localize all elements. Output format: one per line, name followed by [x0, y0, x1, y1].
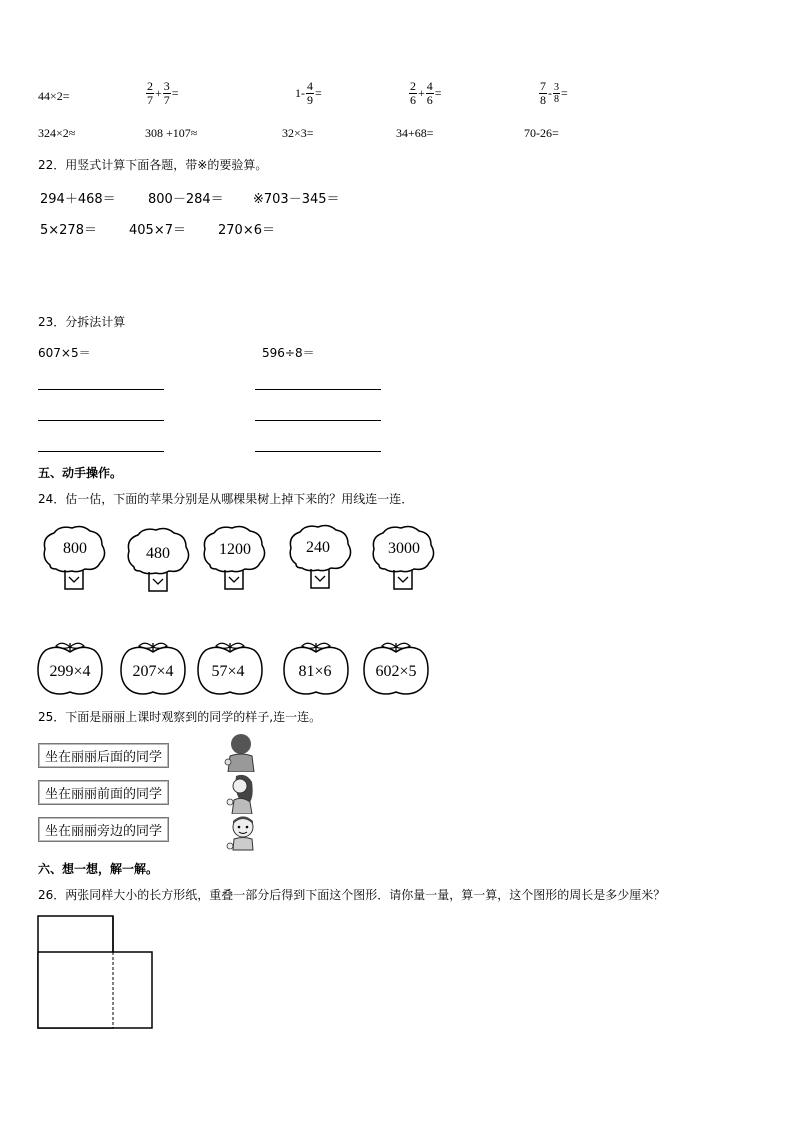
fraction-numerator: 3: [554, 82, 559, 93]
fraction-numerator: 4: [307, 79, 313, 93]
answer-line: [38, 389, 164, 390]
apple-icon: [196, 640, 264, 696]
q22-expr-1: 294＋468＝: [40, 192, 116, 207]
fraction-denominator: 6: [426, 93, 433, 107]
fraction-denominator: 7: [163, 93, 170, 107]
fraction-numerator: 2: [410, 79, 416, 93]
expr-fraction-sum-1: [145, 80, 179, 107]
tree-icon: [200, 525, 270, 591]
tree-value: 3000: [388, 540, 420, 557]
expr-row2-5: 70-26=: [524, 126, 559, 140]
apple-expression: 207×4: [132, 663, 174, 680]
fraction-numerator: 7: [540, 79, 546, 93]
q22-title: 22．用竖式计算下面各题，带※的要验算。: [38, 158, 268, 172]
tree-icon: [369, 525, 439, 591]
expr-one-minus-fraction: [295, 80, 322, 107]
q23-title: 23．分拆法计算: [38, 315, 126, 329]
equals-sign: =: [434, 86, 442, 100]
overlapping-rectangles-diagram: [36, 914, 156, 1030]
fraction-denominator: 8: [554, 94, 559, 105]
fraction-numerator: 4: [426, 79, 433, 93]
tree-icon: [286, 524, 356, 590]
q26-title: 26．两张同样大小的长方形纸，重叠一部分后得到下面这个图形．请你量一量，算一算，这个图形的周长是多少厘米？: [38, 888, 666, 902]
expr-row2-1: 324×2≈: [38, 126, 76, 140]
tree-value: 800: [63, 540, 87, 557]
expr-row2-3: 32×3=: [282, 126, 314, 140]
operator: +: [418, 86, 425, 100]
q23-expr-left: 607×5＝: [38, 346, 91, 360]
answer-line: [255, 420, 381, 421]
q22-expr-3: ※703－345＝: [253, 192, 340, 207]
q22-expr-6: 270×6＝: [218, 223, 275, 238]
apple-icon: [282, 640, 350, 696]
tree-value: 240: [306, 539, 330, 556]
operand: 1-: [295, 86, 305, 100]
option-box-behind[interactable]: [38, 743, 169, 768]
apple-expression: 602×5: [375, 663, 417, 680]
option-box-front[interactable]: [38, 780, 169, 805]
equals-sign: =: [561, 86, 568, 100]
tree-icon: [40, 525, 110, 591]
q22-expr-2: 800－284＝: [148, 192, 224, 207]
expr-44x2: 44×2=: [38, 89, 70, 103]
equals-sign: =: [315, 86, 322, 100]
fraction-denominator: 6: [410, 93, 416, 107]
apple-icon: [362, 640, 430, 696]
operator: -: [548, 86, 552, 100]
apple-expression: 299×4: [49, 663, 91, 680]
apple-icon: [36, 640, 104, 696]
section-6-heading: 六、想一想，解一解。: [38, 862, 159, 876]
apple-expression: 57×4: [211, 663, 245, 680]
expr-fraction-diff: [538, 80, 568, 107]
fraction-denominator: 7: [147, 93, 153, 107]
q22-expr-5: 405×7＝: [129, 223, 186, 238]
q24-title: 24．估一估，下面的苹果分别是从哪棵果树上掉下来的？用线连一连．: [38, 492, 414, 506]
tree-value: 1200: [219, 541, 251, 558]
apple-expression: 81×6: [298, 663, 332, 680]
q23-expr-right: 596÷8＝: [262, 346, 315, 360]
equals-sign: =: [171, 86, 179, 100]
q25-title: 25．下面是丽丽上课时观察到的同学的样子,连一连。: [38, 710, 322, 724]
fraction-denominator: 8: [540, 93, 546, 107]
expr-row2-4: 34+68=: [396, 126, 434, 140]
q22-expr-4: 5×278＝: [40, 223, 97, 238]
apple-icon: [119, 640, 187, 696]
option-label: 坐在丽丽后面的同学: [45, 750, 163, 765]
answer-line: [255, 389, 381, 390]
fraction-numerator: 3: [163, 79, 170, 93]
answer-line: [38, 451, 164, 452]
fraction-denominator: 9: [307, 93, 313, 107]
child-back-view-icon: [224, 732, 258, 772]
tree-value: 480: [146, 545, 170, 562]
operator: +: [155, 86, 162, 100]
tree-icon: [124, 527, 194, 593]
expr-row2-2: 308 +107≈: [145, 126, 198, 140]
boy-front-view-icon: [226, 814, 258, 854]
answer-line: [38, 420, 164, 421]
section-5-heading: 五、动手操作。: [38, 466, 123, 480]
option-label: 坐在丽丽前面的同学: [45, 787, 163, 802]
option-box-beside[interactable]: [38, 817, 169, 842]
answer-line: [255, 451, 381, 452]
option-label: 坐在丽丽旁边的同学: [45, 824, 163, 839]
expr-fraction-sum-2: [408, 80, 442, 107]
fraction-numerator: 2: [147, 79, 153, 93]
girl-side-view-icon: [226, 772, 258, 814]
